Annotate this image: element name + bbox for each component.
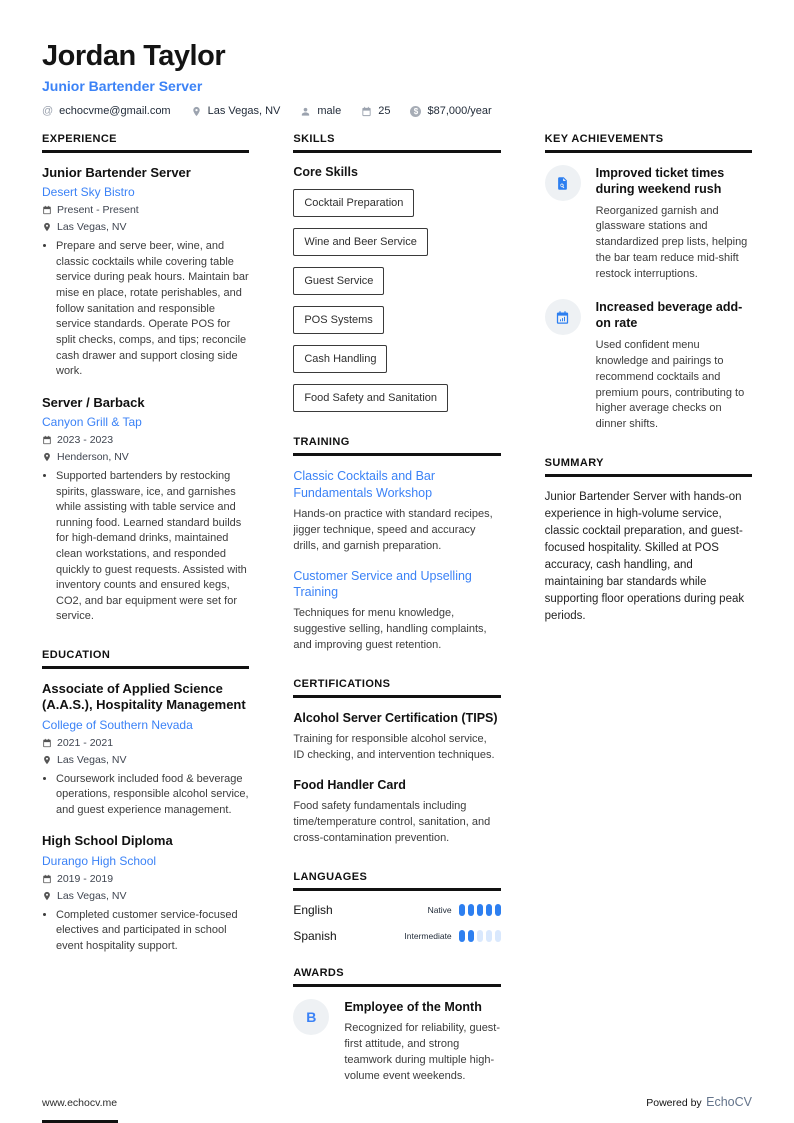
achievement-entry [545,165,752,283]
contact-age [361,105,390,117]
at-icon: @ [42,105,54,117]
skill-chip: Cash Handling [293,345,387,373]
achievement-body [596,165,752,283]
achievement-body [596,299,752,433]
location-text: Las Vegas, NV [207,105,281,117]
education-heading: EDUCATION [42,649,249,669]
calendar-chart-icon [545,299,581,335]
education-location [42,754,249,766]
training-entry [293,568,500,655]
award-entry [293,999,500,1085]
training-title: Classic Cocktails and Bar Fundamentals Workshop [293,469,436,500]
skill-chip: Wine and Beer Service [293,228,428,256]
job-location [42,451,249,463]
education-dates [42,873,249,885]
section-languages [293,871,500,943]
education-dates-text: 2019 - 2019 [57,872,114,885]
website-link[interactable]: www.echocv.me [42,1097,118,1109]
calendar-icon [42,738,52,748]
job-dates [42,204,249,216]
education-entry [42,681,249,818]
section-awards [293,967,500,1085]
section-skills [293,133,500,412]
column-left [42,133,249,1109]
powered-by-text: Powered by [646,1097,702,1109]
salary-text: $87,000/year [427,105,492,117]
section-education [42,649,249,954]
language-level: Intermediate [404,930,452,941]
skills-group-title: Core Skills [293,165,358,179]
certification-title: Food Handler Card [293,777,406,792]
job-role: Server / Barback [42,394,145,410]
award-title: Employee of the Month [344,999,482,1014]
section-experience [42,133,249,625]
section-training [293,436,500,654]
job-company: Canyon Grill & Tap [42,414,142,429]
language-level-dots [459,904,501,916]
section-key-achievements [545,133,752,433]
age-text: 25 [378,105,391,117]
job-dates-text: Present - Present [57,204,139,217]
location-pin-icon [42,222,52,232]
certification-entry [293,710,500,764]
header [0,0,794,117]
award-body [344,999,500,1085]
skill-chip: Guest Service [293,267,384,295]
calendar-icon [361,106,372,117]
achievement-entry [545,299,752,433]
money-icon: $ [410,106,421,117]
language-row [293,929,500,943]
award-description: Recognized for reliability, guest-first attitude, and strong teamwork during multiple high-volume event weekends. [344,1021,501,1082]
contact-location [191,105,281,117]
education-dates [42,737,249,749]
achievement-title: Improved ticket times during weekend rush [595,166,725,197]
summary-text: Junior Bartender Server with hands-on experience in high-volume service, classic cocktail preparation, and guest-focused hospitality. Skilled at POS accuracy, cash handling, and maintaining bar standards while supporting floor operations during peak periods. [544,491,745,623]
job-entry [42,165,249,380]
certification-description: Training for responsible alcohol service, ID checking, and intervention techniques. [293,733,495,761]
school: College of Southern Nevada [42,717,193,732]
job-bullets [42,239,249,379]
education-bullets [42,908,249,955]
location-pin-icon [42,891,52,901]
job-location-text: Las Vegas, NV [57,221,127,234]
section-certifications [293,678,500,846]
certifications-heading: CERTIFICATIONS [293,678,500,698]
job-company: Desert Sky Bistro [42,185,135,200]
awards-heading: AWARDS [293,967,500,987]
job-bullet: • Prepare and serve beer, wine, and classic cocktails while covering table service during peak hours. Maintain bar mise en place, rotate perishables, and follow sanitation and responsible service standards. Operate POS for split checks, comps, and tips; reconcile cash drawer and support closing side work. [56,239,249,379]
training-heading: TRAINING [293,436,500,456]
language-row [293,903,500,917]
job-dates [42,434,249,446]
training-entry [293,468,500,555]
echocv-brand: EchoCV [706,1095,752,1109]
powered-by [646,1093,752,1111]
section-summary [545,457,752,625]
education-dates-text: 2021 - 2021 [57,736,114,749]
contact-salary [410,105,491,117]
award-letter: B [306,1008,317,1025]
location-pin-icon [191,106,202,117]
certification-title: Alcohol Server Certification (TIPS) [293,711,498,726]
education-location-text: Las Vegas, NV [57,889,127,902]
achievement-title: Increased beverage add-on rate [595,300,743,331]
languages-heading: LANGUAGES [293,871,500,891]
gender-text: male [317,105,342,117]
experience-heading: EXPERIENCE [42,133,249,153]
certification-description: Food safety fundamentals including time/temperature control, sanitation, and cross-contamination prevention. [293,799,491,844]
job-title: Junior Bartender Server [42,78,203,94]
footer [42,1093,752,1111]
training-title: Customer Service and Upselling Training [293,568,472,600]
job-location [42,221,249,233]
location-pin-icon [42,452,52,462]
column-middle [293,133,500,1109]
education-location-text: Las Vegas, NV [57,753,127,766]
column-right [545,133,752,1109]
calendar-icon [42,874,52,884]
calendar-icon [42,205,52,215]
summary-heading: SUMMARY [545,457,752,477]
degree: Associate of Applied Science (A.A.S.), Hospitality Management [42,681,246,713]
education-entry [42,833,249,954]
job-entry [42,395,249,625]
person-icon [300,106,311,117]
document-icon [545,165,581,201]
language-level: Native [427,904,452,915]
calendar-icon [42,435,52,445]
language-name: Spanish [293,928,337,943]
email-text: echocvme@gmail.com [59,105,171,117]
school: Durango High School [42,853,157,868]
language-name: English [293,902,333,917]
education-bullet: • Coursework included food & beverage operations, responsible alcohol service, and guest experience management. [56,772,249,819]
skill-chip: Food Safety and Sanitation [293,384,448,412]
contact-row [42,105,752,117]
training-description: Techniques for menu knowledge, suggestive selling, handling complaints, and improving guest retention. [293,607,487,652]
contact-email[interactable] [42,105,171,117]
training-description: Hands-on practice with standard recipes, jigger technique, speed and accuracy drills, and garnish preparation. [293,507,493,552]
job-location-text: Henderson, NV [57,450,129,463]
certification-entry [293,777,500,847]
degree: High School Diploma [42,833,173,849]
job-role: Junior Bartender Server [42,165,191,180]
achievement-description: Used confident menu knowledge and pairings to recommend cocktails and premium pours, contributing to higher average checks on dinner shifts. [595,338,745,431]
skill-chip: Cocktail Preparation [293,189,414,217]
location-pin-icon [42,755,52,765]
language-level-dots [459,930,501,942]
achievement-description: Reorganized garnish and glassware stations and standardized prep lists, helping the bar team reduce mid-shift restock interruptions. [595,204,748,281]
job-dates-text: 2023 - 2023 [57,433,114,446]
skill-chip: POS Systems [293,306,383,334]
contact-gender [300,105,341,117]
job-bullet: • Supported bartenders by restocking spirits, glassware, ice, and garnishes while assisting with table service and running food. Learned standard builds for high-demand drinks, maintained clean workstations, and responded quickly to guest requests. Assisted with inventory counts and ensured kegs, CO2, and bar equipment were set for service. [56,469,249,625]
person-name: Jordan Taylor [42,40,226,72]
education-bullets [42,772,249,819]
skills-heading: SKILLS [293,133,500,153]
content-columns [0,117,794,1109]
job-bullets [42,469,249,625]
award-badge-icon [293,999,329,1035]
achievements-heading: KEY ACHIEVEMENTS [545,133,752,153]
education-location [42,890,249,902]
education-bullet: • Completed customer service-focused electives and participated in school event hospitality support. [56,908,249,955]
